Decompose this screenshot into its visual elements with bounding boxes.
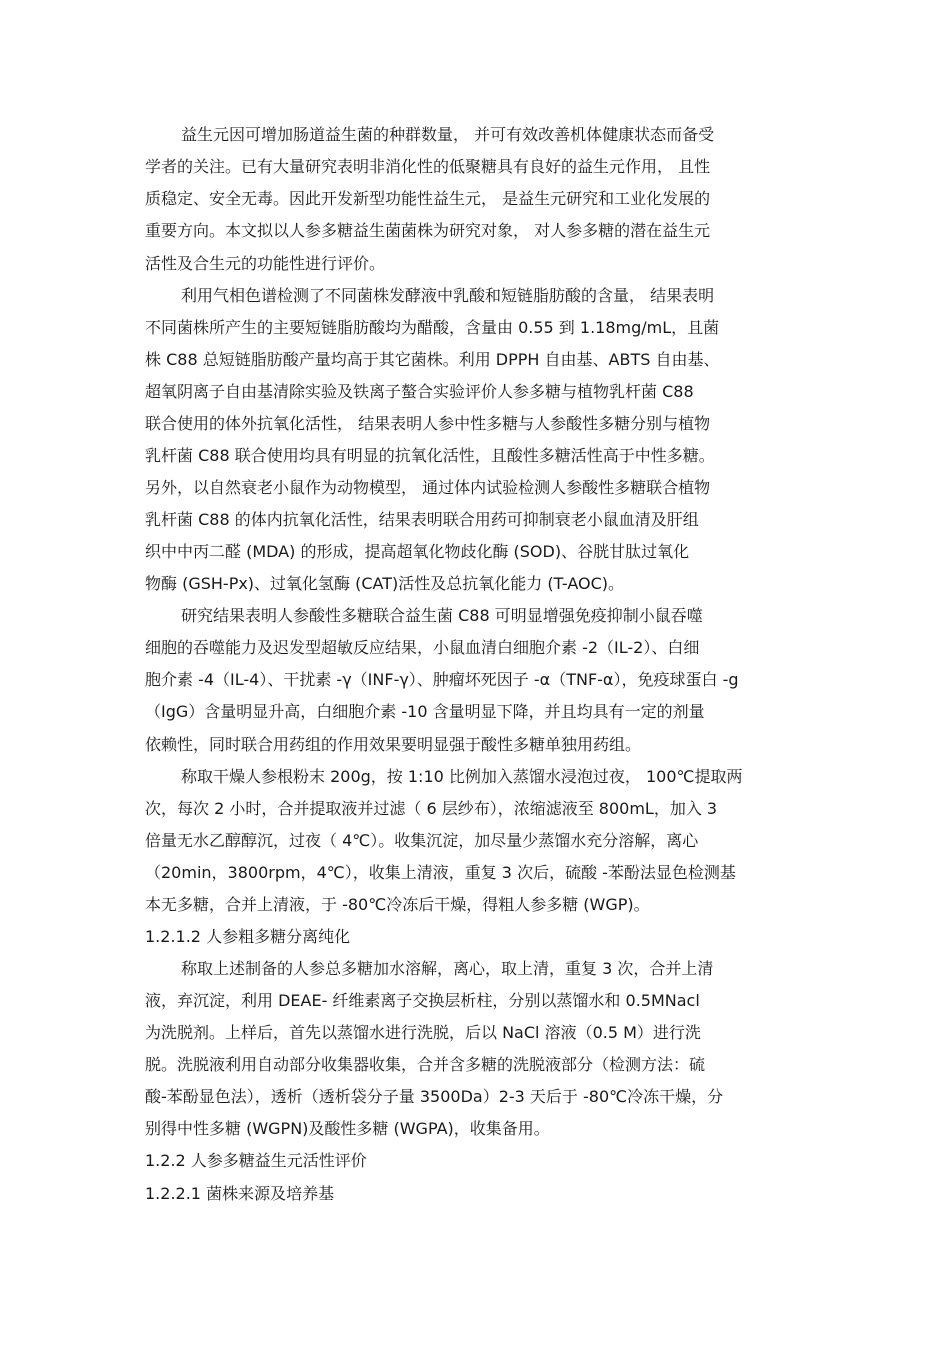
text-line: 本无多糖，合并上清液，于 -80℃冷冻后干燥，得粗人参多糖 (WGP)。: [145, 895, 650, 914]
section-heading: 1.2.2 人参多糖益生元活性评价: [145, 1151, 367, 1170]
text-line: （IgG）含量明显升高，白细胞介素 -10 含量明显下降，并且均具有一定的剂量: [145, 702, 705, 721]
text-line: 不同菌株所产生的主要短链脂肪酸均为醋酸，含量由 0.55 到 1.18mg/mL，且菌: [145, 318, 720, 337]
text-line: 乳杆菌 C88 的体内抗氧化活性，结果表明联合用药可抑制衰老小鼠血清及肝组: [145, 510, 699, 529]
text-line: 脱。洗脱液利用自动部分收集器收集，合并含多糖的洗脱液部分（检测方法：硫: [145, 1055, 706, 1074]
text-line: （20min，3800rpm，4℃），收集上清液，重复 3 次后，硫酸 -苯酚法显色检测基: [145, 863, 736, 882]
text-line: 学者的关注。已有大量研究表明非消化性的低聚糖具有良好的益生元作用， 且性: [145, 157, 711, 176]
text-line: 液，弃沉淀，利用 DEAE- 纤维素离子交换层析柱，分别以蒸馏水和 0.5MNacl: [145, 991, 700, 1010]
text-line: 另外，以自然衰老小鼠作为动物模型， 通过体内试验检测人参酸性多糖联合植物: [145, 478, 711, 497]
text-line: 依赖性，同时联合用药组的作用效果要明显强于酸性多糖单独用药组。: [145, 735, 642, 754]
text-line: 活性及合生元的功能性进行评价。: [145, 254, 386, 273]
text-line: 细胞的吞噬能力及迟发型超敏反应结果，小鼠血清白细胞介素 -2（IL-2）、白细: [145, 638, 700, 657]
text-line: 物酶 (GSH-Px)、过氧化氢酶 (CAT)活性及总抗氧化能力 (T-AOC)。: [145, 574, 624, 593]
text-line: 别得中性多糖 (WGPN)及酸性多糖 (WGPA)，收集备用。: [145, 1119, 550, 1138]
text-line: 乳杆菌 C88 联合使用均具有明显的抗氧化活性，且酸性多糖活性高于中性多糖。: [145, 446, 715, 465]
text-line: 研究结果表明人参酸性多糖联合益生菌 C88 可明显增强免疫抑制小鼠吞噬: [181, 606, 703, 625]
text-line: 次，每次 2 小时，合并提取液并过滤（ 6 层纱布），浓缩滤液至 800mL，加入 3: [145, 799, 718, 818]
text-line: 株 C88 总短链脂肪酸产量均高于其它菌株。利用 DPPH 自由基、ABTS 自由基、: [145, 350, 720, 369]
text-line: 利用气相色谱检测了不同菌株发酵液中乳酸和短链脂肪酸的含量， 结果表明: [181, 286, 715, 305]
text-line: 质稳定、安全无毒。因此开发新型功能性益生元， 是益生元研究和工业化发展的: [145, 189, 711, 208]
text-line: 胞介素 -4（IL-4）、干扰素 -γ（INF-γ）、肿瘤坏死因子 -α（TNF-α），免疫球蛋白 -g: [145, 670, 739, 689]
section-heading: 1.2.1.2 人参粗多糖分离纯化: [145, 927, 351, 946]
text-line: 益生元因可增加肠道益生菌的种群数量， 并可有效改善机体健康状态而备受: [181, 125, 715, 144]
text-line: 联合使用的体外抗氧化活性， 结果表明人参中性多糖与人参酸性多糖分别与植物: [145, 414, 711, 433]
text-line: 倍量无水乙醇醇沉，过夜（ 4℃）。收集沉淀，加尽量少蒸馏水充分溶解，离心: [145, 831, 699, 850]
text-line: 超氧阴离子自由基清除实验及铁离子螯合实验评价人参多糖与植物乳杆菌 C88: [145, 382, 694, 401]
text-line: 为洗脱剂。上样后，首先以蒸馏水进行洗脱，后以 NaCl 溶液（0.5 M）进行洗: [145, 1023, 701, 1042]
text-line: 称取上述制备的人参总多糖加水溶解，离心，取上清，重复 3 次，合并上清: [181, 959, 714, 978]
text-line: 酸-苯酚显色法），透析（透析袋分子量 3500Da）2-3 天后于 -80℃冷冻干燥，分: [145, 1087, 724, 1106]
text-line: 称取干燥人参根粉末 200g，按 1:10 比例加入蒸馏水浸泡过夜， 100℃提取两: [181, 767, 743, 786]
section-heading: 1.2.2.1 菌株来源及培养基: [145, 1184, 335, 1203]
text-line: 织中中丙二醛 (MDA) 的形成，提高超氧化物歧化酶 (SOD)、谷胱甘肽过氧化: [145, 542, 690, 561]
text-line: 重要方向。本文拟以人参多糖益生菌菌株为研究对象， 对人参多糖的潜在益生元: [145, 221, 711, 240]
